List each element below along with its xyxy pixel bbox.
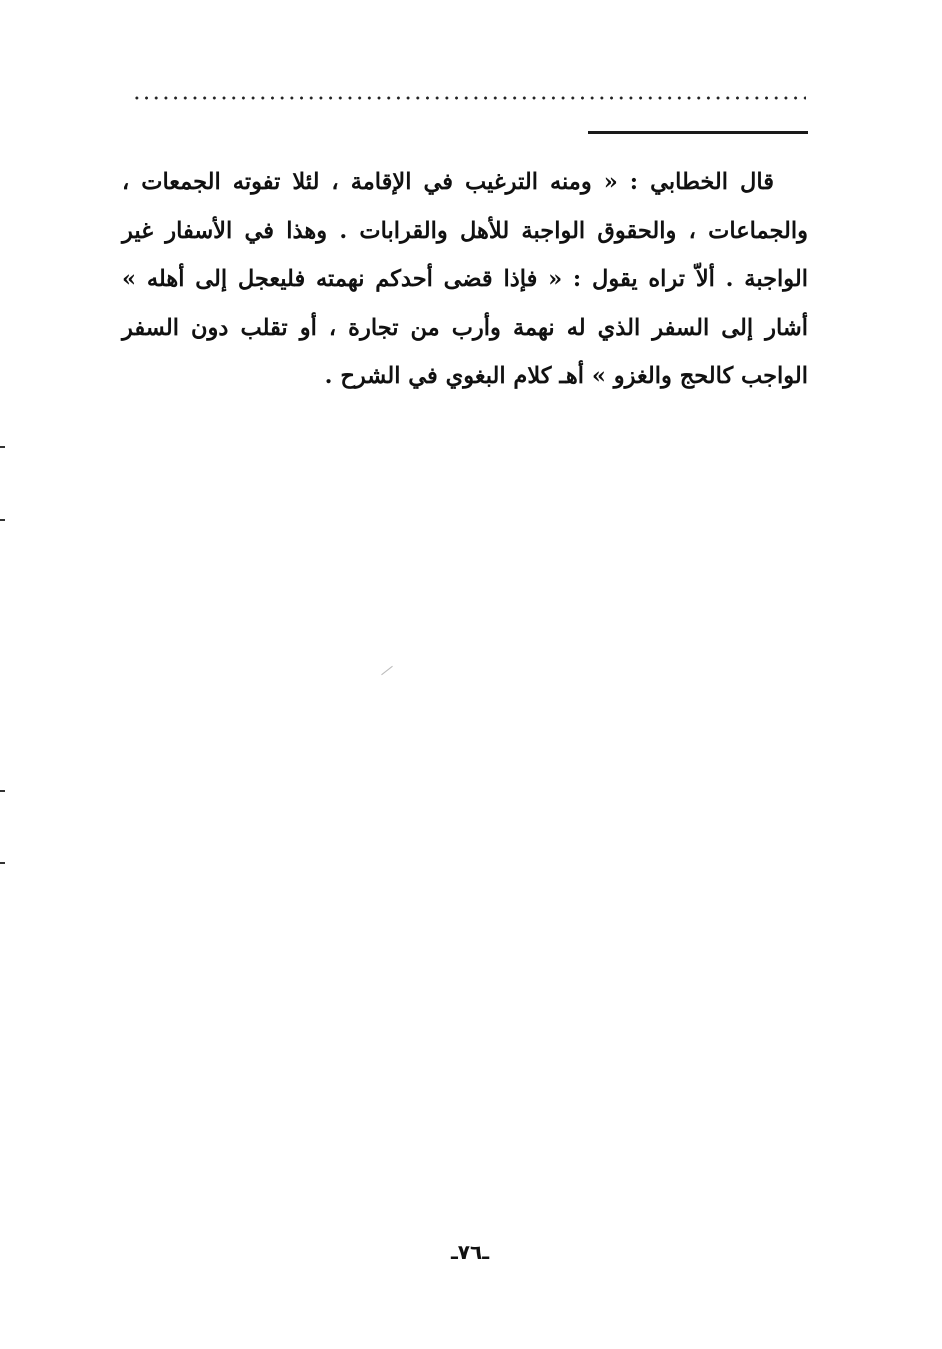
text-line-2: والجماعات ، والحقوق الواجبة للأهل والقرابات . وهذا في الأسفار غير: [122, 217, 808, 244]
scan-mark: [0, 862, 5, 864]
text-line-1: قال الخطابي : « ومنه الترغيب في الإقامة ، لئلا تفوته الجمعات ،: [122, 169, 774, 195]
scan-mark: [0, 790, 5, 792]
dotted-separator: [132, 96, 806, 100]
text-line-4: أشار إلى السفر الذي له نهمة وأرب من تجارة ، أو تقلب دون السفر: [122, 314, 808, 341]
text-line-5: الواجب كالحج والغزو » أهـ كلام البغوي في الشرح .: [324, 363, 808, 389]
page-number: ـ٧٦ـ: [450, 1240, 490, 1264]
scan-mark: [0, 446, 5, 448]
body-paragraph: [122, 158, 808, 401]
scan-mark: [0, 519, 5, 521]
text-line-3: الواجبة . ألاّ تراه يقول : « فإذا قضى أحدكم نهمته فليعجل إلى أهله »: [122, 266, 808, 292]
section-rule: [588, 131, 808, 134]
scan-speck: [381, 666, 393, 675]
